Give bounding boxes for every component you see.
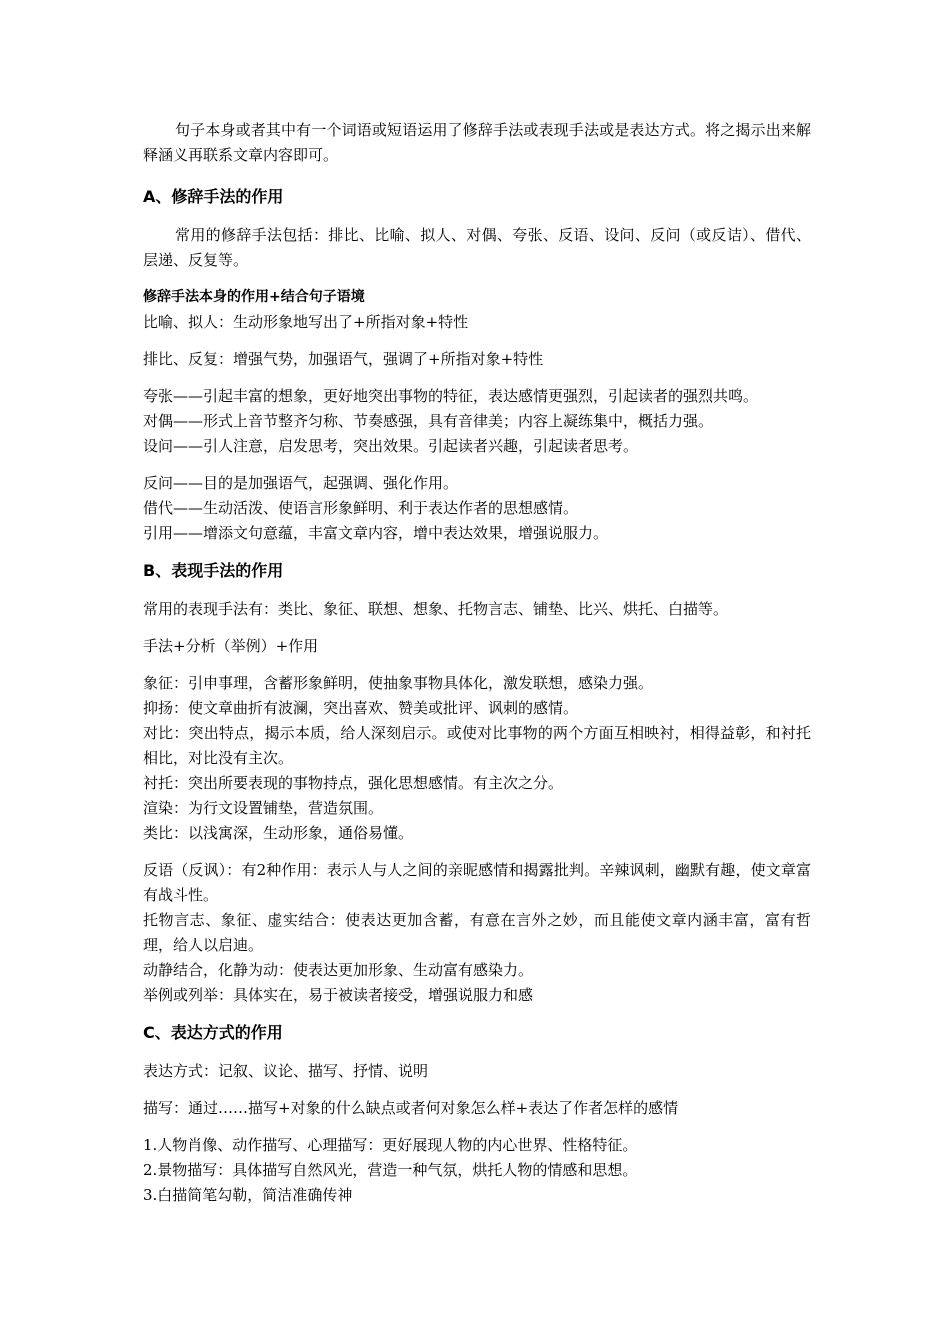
section-b-formula: 手法+分析（举例）+作用: [143, 637, 319, 655]
section-a-item: 排比、反复：增强气势，加强语气，强调了+所指对象+特性: [143, 350, 544, 368]
section-c-item: 3.白描简笔勾勒，简洁准确传神: [143, 1186, 353, 1204]
section-b-common: 常用的表现手法有：类比、象征、联想、想象、托物言志、铺垫、比兴、烘托、白描等。: [143, 600, 729, 618]
section-a-item: 借代——生动活泼、使语言形象鲜明、利于表达作者的思想感情。: [143, 499, 579, 517]
section-b-item: 类比：以浅寓深，生动形象，通俗易懂。: [143, 824, 414, 842]
section-a-item: 对偶——形式上音节整齐匀称、节奏感强，具有音律美；内容上凝练集中，概括力强。: [143, 412, 714, 430]
section-b-item: 动静结合，化静为动：使表达更加形象、生动富有感染力。: [143, 961, 534, 979]
section-c-item: 2.景物描写：具体描写自然风光，营造一种气氛，烘托人物的情感和思想。: [143, 1161, 638, 1179]
document-content: [143, 118, 811, 1208]
section-a-item: 引用——增添文句意蕴，丰富文章内容，增中表达效果，增强说服力。: [143, 524, 609, 542]
section-b-item: 渲染：为行文设置铺垫，营造氛围。: [143, 799, 384, 817]
intro-paragraph: 句子本身或者其中有一个词语或短语运用了修辞手法或表现手法或是表达方式。将之揭示出来解释涵义再联系文章内容即可。: [143, 121, 811, 164]
section-c-formula: 描写：通过……描写+对象的什么缺点或者何对象怎么样+表达了作者怎样的感情: [143, 1099, 679, 1117]
section-b-item: 举例或列举：具体实在，易于被读者接受，增强说服力和感: [143, 986, 534, 1004]
section-a-item: 夸张——引起丰富的想象，更好地突出事物的特征，表达感情更强烈，引起读者的强烈共鸣。: [143, 387, 759, 405]
section-c-heading: C、表达方式的作用: [143, 1023, 283, 1042]
section-b-item: 反语（反讽）：有2种作用：表示人与人之间的亲昵感情和揭露批判。辛辣讽刺，幽默有趣，使文章富有战斗性。: [143, 861, 811, 904]
section-b-item: 托物言志、象征、虚实结合：使表达更加含蓄，有意在言外之妙，而且能使文章内涵丰富，富有哲理，给人以启迪。: [143, 911, 811, 954]
section-a-heading: A、修辞手法的作用: [143, 187, 284, 206]
section-b-heading: B、表现手法的作用: [143, 561, 284, 580]
section-a-formula: 修辞手法本身的作用+结合句子语境: [143, 289, 365, 305]
section-a-item: 反问——目的是加强语气，起强调、强化作用。: [143, 474, 459, 492]
section-b-item: 抑扬：使文章曲折有波澜，突出喜欢、赞美或批评、讽刺的感情。: [143, 699, 579, 717]
section-b-item: 对比：突出特点，揭示本质，给人深刻启示。或使对比事物的两个方面互相映衬，相得益彰，和衬托相比，对比没有主次。: [143, 724, 811, 767]
section-a-common: 常用的修辞手法包括：排比、比喻、拟人、对偶、夸张、反语、设问、反问（或反诘）、借代、层递、反复等。: [143, 226, 811, 269]
section-c-item: 1.人物肖像、动作描写、心理描写：更好展现人物的内心世界、性格特征。: [143, 1136, 638, 1154]
section-b-item: 象征：引申事理，含蓄形象鲜明，使抽象事物具体化，激发联想，感染力强。: [143, 674, 654, 692]
section-a-item: 设问——引人注意，启发思考，突出效果。引起读者兴趣，引起读者思考。: [143, 437, 639, 455]
section-c-modes: 表达方式：记叙、议论、描写、抒情、说明: [143, 1062, 429, 1080]
section-a-item: 比喻、拟人：生动形象地写出了+所指对象+特性: [143, 313, 469, 331]
section-b-item: 衬托：突出所要表现的事物持点，强化思想感情。有主次之分。: [143, 774, 564, 792]
